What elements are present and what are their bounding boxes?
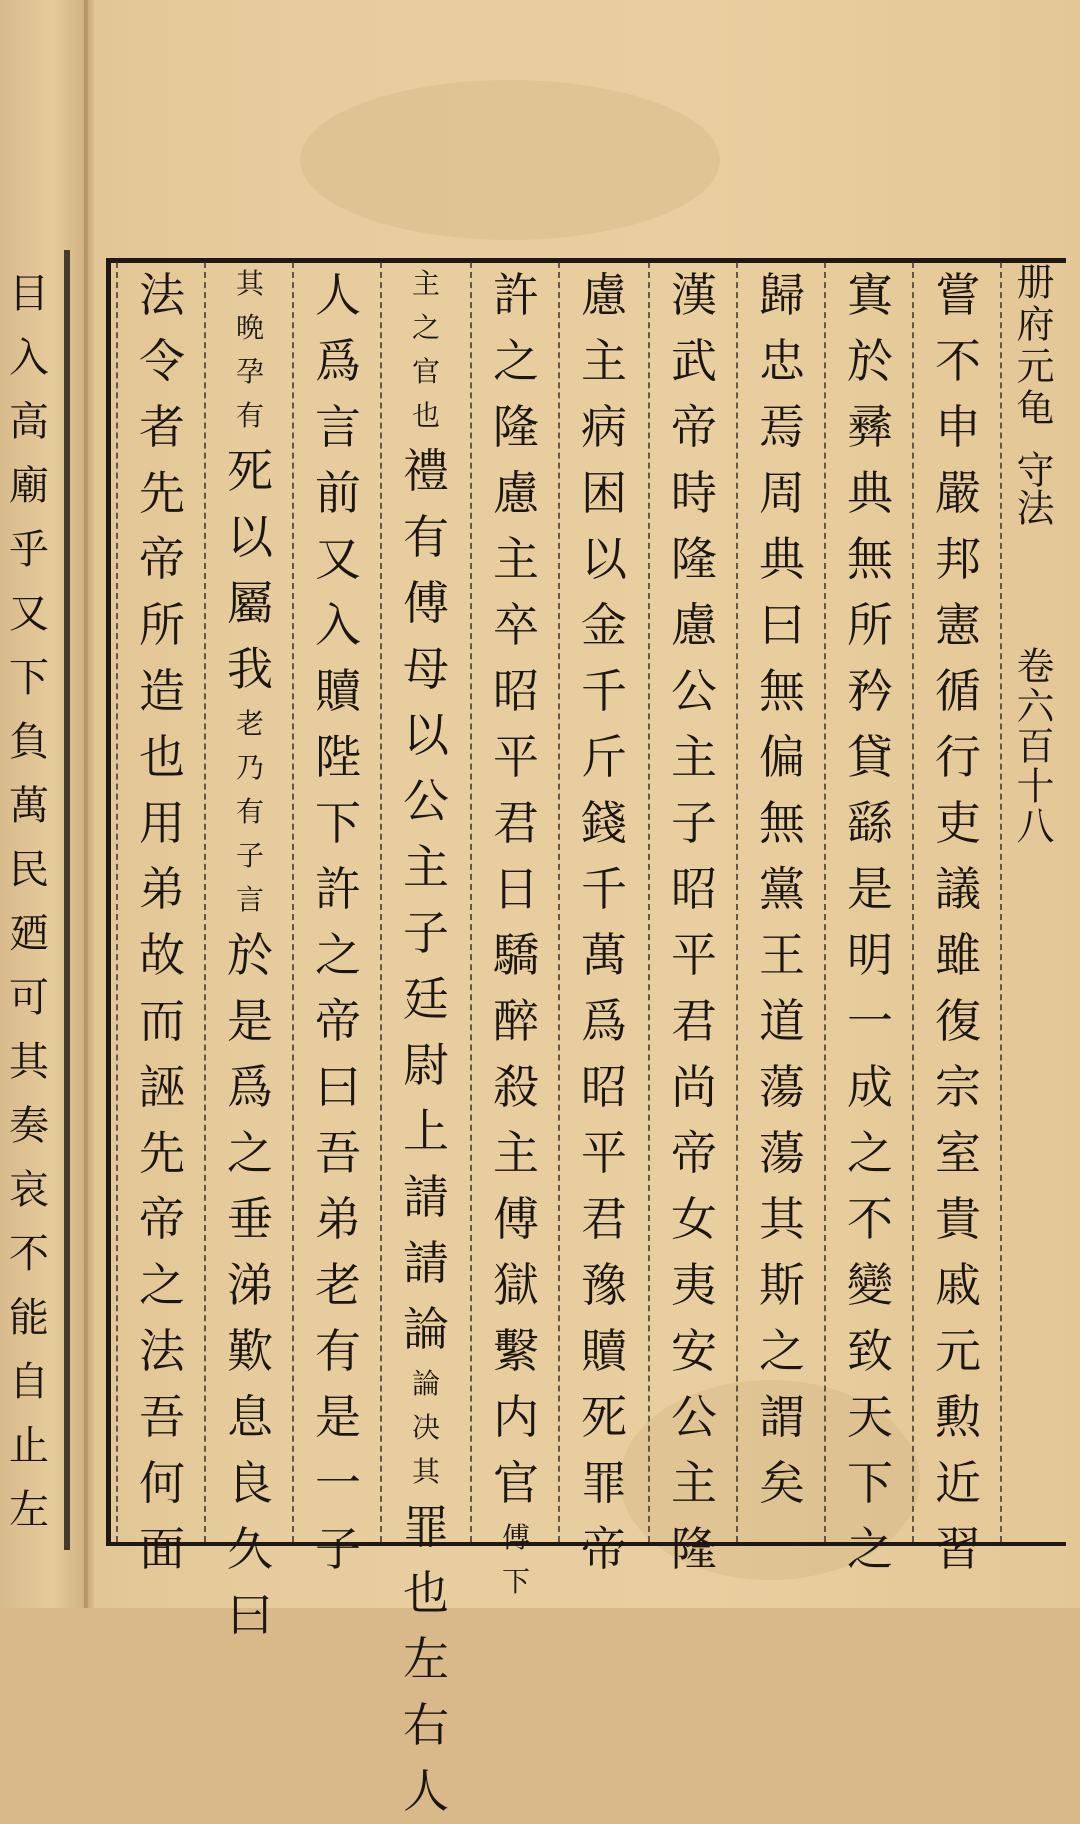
text-character: 獄 — [493, 1258, 539, 1312]
text-character: 官 — [493, 1456, 539, 1510]
text-character: 子 — [403, 906, 449, 960]
text-character: 之 — [847, 1522, 893, 1576]
text-character: 所 — [139, 598, 185, 652]
annotation-character: 也 — [411, 399, 440, 432]
text-character: 之 — [847, 1126, 893, 1180]
text-character: 典 — [847, 466, 893, 520]
text-character: 日 — [493, 862, 539, 916]
text-character: 豫 — [581, 1258, 627, 1312]
text-column-10 — [118, 262, 206, 1576]
text-character: 請 — [403, 1170, 449, 1224]
text-character: 無 — [847, 532, 893, 586]
text-character: 慮 — [671, 598, 717, 652]
text-character: 慮 — [581, 268, 627, 322]
text-character: 用 — [139, 796, 185, 850]
text-character: 不 — [847, 1192, 893, 1246]
annotation-character: 老 — [235, 707, 264, 740]
text-character: 之 — [139, 1258, 185, 1312]
text-character: 行 — [935, 730, 981, 784]
text-character: 法 — [139, 268, 185, 322]
text-character: 曰 — [227, 1588, 273, 1642]
text-character: 許 — [493, 268, 539, 322]
text-character: 是 — [227, 994, 273, 1048]
text-character: 彞 — [847, 400, 893, 454]
volume-number: 卷六百十八 — [1010, 646, 1054, 846]
text-character: 勲 — [935, 1390, 981, 1444]
text-character: 千 — [581, 862, 627, 916]
left-page-character: 奏 — [9, 1103, 49, 1149]
text-character: 罪 — [403, 1500, 449, 1554]
annotation-character: 其 — [235, 267, 264, 300]
text-character: 矜 — [847, 664, 893, 718]
annotation-character: 有 — [235, 399, 264, 432]
text-character: 斯 — [759, 1258, 805, 1312]
text-character: 帝 — [671, 400, 717, 454]
text-character: 王 — [759, 928, 805, 982]
text-character: 無 — [759, 796, 805, 850]
text-character: 君 — [671, 994, 717, 1048]
text-character: 令 — [139, 334, 185, 388]
text-character: 申 — [935, 400, 981, 454]
text-character: 帝 — [139, 532, 185, 586]
text-character: 復 — [935, 994, 981, 1048]
text-character: 繫 — [493, 1324, 539, 1378]
text-character: 傅 — [403, 576, 449, 630]
annotation-character: 傅 — [501, 1521, 530, 1554]
text-character: 屬 — [227, 576, 273, 630]
text-character: 也 — [139, 730, 185, 784]
text-character: 無 — [759, 664, 805, 718]
text-character: 嚴 — [935, 466, 981, 520]
text-character: 焉 — [759, 400, 805, 454]
text-character: 陛 — [315, 730, 361, 784]
column-divider — [648, 262, 650, 1542]
annotation-character: 其 — [411, 1455, 440, 1488]
text-character: 千 — [581, 664, 627, 718]
text-character: 論 — [403, 1302, 449, 1356]
text-character: 爲 — [227, 1060, 273, 1114]
left-page-character: 高 — [9, 399, 49, 445]
text-character: 之 — [315, 928, 361, 982]
text-character: 有 — [315, 1324, 361, 1378]
left-page-character: 能 — [9, 1295, 49, 1341]
text-character: 故 — [139, 928, 185, 982]
text-character: 也 — [403, 1566, 449, 1620]
annotation-character: 官 — [411, 355, 440, 388]
text-character: 者 — [139, 400, 185, 454]
text-character: 其 — [759, 1192, 805, 1246]
annotation-character: 下 — [501, 1565, 530, 1598]
annotation-character: 孕 — [235, 355, 264, 388]
text-character: 下 — [847, 1456, 893, 1510]
left-page-character: 左 — [9, 1487, 49, 1533]
left-page-character: 入 — [9, 335, 49, 381]
text-character: 萬 — [581, 928, 627, 982]
text-character: 罪 — [581, 1456, 627, 1510]
annotation-character: 有 — [235, 795, 264, 828]
text-character: 公 — [403, 774, 449, 828]
left-page-character: 可 — [9, 975, 49, 1021]
text-character: 老 — [315, 1258, 361, 1312]
text-character: 寘 — [847, 268, 893, 322]
text-character: 之 — [759, 1324, 805, 1378]
text-character: 一 — [847, 994, 893, 1048]
text-character: 左 — [403, 1632, 449, 1686]
text-character: 涕 — [227, 1258, 273, 1312]
text-character: 君 — [493, 796, 539, 850]
annotation-character: 言 — [235, 883, 264, 916]
text-character: 先 — [139, 1126, 185, 1180]
left-page-frame-line — [64, 250, 70, 1550]
text-character: 公 — [671, 664, 717, 718]
text-character: 人 — [315, 268, 361, 322]
left-page-character: 廟 — [9, 463, 49, 509]
text-character: 帝 — [315, 994, 361, 1048]
text-character: 下 — [315, 796, 361, 850]
text-character: 明 — [847, 928, 893, 982]
text-character: 道 — [759, 994, 805, 1048]
text-character: 漢 — [671, 268, 717, 322]
text-character: 死 — [227, 444, 273, 498]
text-character: 有 — [403, 510, 449, 564]
text-character: 上 — [403, 1104, 449, 1158]
paper-stain — [300, 80, 720, 240]
text-character: 習 — [935, 1522, 981, 1576]
left-page-character: 又 — [9, 591, 49, 637]
annotation-character: 之 — [411, 311, 440, 344]
text-character: 良 — [227, 1456, 273, 1510]
text-character: 嘗 — [935, 268, 981, 322]
text-character: 爲 — [581, 994, 627, 1048]
text-character: 謂 — [759, 1390, 805, 1444]
text-character: 廷 — [403, 972, 449, 1026]
text-character: 邦 — [935, 532, 981, 586]
text-character: 主 — [493, 532, 539, 586]
text-character: 貸 — [847, 730, 893, 784]
text-character: 偏 — [759, 730, 805, 784]
text-character: 戚 — [935, 1258, 981, 1312]
text-character: 歸 — [759, 268, 805, 322]
text-character: 吾 — [139, 1390, 185, 1444]
text-character: 以 — [403, 708, 449, 762]
text-character: 而 — [139, 994, 185, 1048]
text-character: 右 — [403, 1698, 449, 1752]
text-character: 黨 — [759, 862, 805, 916]
text-column-2 — [826, 262, 914, 1576]
text-character: 帝 — [581, 1522, 627, 1576]
text-character: 於 — [847, 334, 893, 388]
text-character: 之 — [493, 334, 539, 388]
text-character: 女 — [671, 1192, 717, 1246]
text-character: 許 — [315, 862, 361, 916]
text-column-1 — [914, 262, 1002, 1576]
book-title: 册府元龟 — [1010, 262, 1054, 430]
text-character: 帝 — [139, 1192, 185, 1246]
text-character: 隆 — [671, 1522, 717, 1576]
text-character: 昭 — [581, 1060, 627, 1114]
text-character: 曰 — [315, 1060, 361, 1114]
text-character: 斤 — [581, 730, 627, 784]
text-character: 主 — [493, 1126, 539, 1180]
text-character: 所 — [847, 598, 893, 652]
annotation-character: 晩 — [235, 311, 264, 344]
text-character: 曰 — [759, 598, 805, 652]
text-character: 室 — [935, 1126, 981, 1180]
column-divider — [1000, 262, 1002, 1542]
text-character: 贖 — [315, 664, 361, 718]
text-character: 公 — [671, 1390, 717, 1444]
text-character: 死 — [581, 1390, 627, 1444]
text-character: 一 — [315, 1456, 361, 1510]
text-column-5 — [560, 262, 648, 1576]
text-character: 近 — [935, 1456, 981, 1510]
left-page-character: 廼 — [9, 911, 49, 957]
text-character: 平 — [493, 730, 539, 784]
text-character: 前 — [315, 466, 361, 520]
text-character: 君 — [581, 1192, 627, 1246]
text-character: 法 — [139, 1324, 185, 1378]
left-page-character: 萬 — [9, 783, 49, 829]
text-character: 主 — [403, 840, 449, 894]
text-character: 蕩 — [759, 1060, 805, 1114]
text-character: 吾 — [315, 1126, 361, 1180]
text-character: 内 — [493, 1390, 539, 1444]
text-character: 面 — [139, 1522, 185, 1576]
text-character: 弟 — [315, 1192, 361, 1246]
text-character: 請 — [403, 1236, 449, 1290]
text-character: 困 — [581, 466, 627, 520]
text-character: 我 — [227, 642, 273, 696]
column-divider — [470, 262, 472, 1542]
text-character: 憲 — [935, 598, 981, 652]
text-character: 是 — [847, 862, 893, 916]
text-character: 天 — [847, 1390, 893, 1444]
text-character: 子 — [315, 1522, 361, 1576]
text-character: 議 — [935, 862, 981, 916]
text-character: 垂 — [227, 1192, 273, 1246]
text-character: 是 — [315, 1390, 361, 1444]
text-character: 循 — [935, 664, 981, 718]
text-character: 繇 — [847, 796, 893, 850]
text-character: 矣 — [759, 1456, 805, 1510]
annotation-character: 子 — [235, 839, 264, 872]
annotation-character: 主 — [411, 267, 440, 300]
left-page-character: 哀 — [9, 1167, 49, 1213]
text-character: 主 — [671, 1456, 717, 1510]
text-character: 尚 — [671, 1060, 717, 1114]
text-character: 金 — [581, 598, 627, 652]
text-character: 卒 — [493, 598, 539, 652]
text-character: 弟 — [139, 862, 185, 916]
text-character: 隆 — [493, 400, 539, 454]
annotation-character: 乃 — [235, 751, 264, 784]
text-character: 典 — [759, 532, 805, 586]
left-page-character: 乎 — [9, 527, 49, 573]
left-page-character: 負 — [9, 719, 49, 765]
text-character: 於 — [227, 928, 273, 982]
text-character: 忠 — [759, 334, 805, 388]
left-page-character: 其 — [9, 1039, 49, 1085]
text-character: 昭 — [671, 862, 717, 916]
left-page-character: 民 — [9, 847, 49, 893]
text-character: 造 — [139, 664, 185, 718]
text-character: 元 — [935, 1324, 981, 1378]
text-character: 周 — [759, 466, 805, 520]
left-page-character: 目 — [9, 271, 49, 317]
text-character: 驕 — [493, 928, 539, 982]
text-column-8 — [294, 262, 382, 1576]
text-character: 人 — [403, 1764, 449, 1818]
text-character: 平 — [581, 1126, 627, 1180]
book-gutter — [84, 0, 94, 1608]
text-character: 禮 — [403, 444, 449, 498]
text-character: 先 — [139, 466, 185, 520]
text-character: 殺 — [493, 1060, 539, 1114]
text-character: 吏 — [935, 796, 981, 850]
text-character: 主 — [671, 730, 717, 784]
column-divider — [116, 262, 118, 1542]
margin-heading — [1002, 262, 1062, 1542]
text-character: 病 — [581, 400, 627, 454]
text-column-6 — [472, 262, 560, 1598]
text-character: 入 — [315, 598, 361, 652]
text-character: 息 — [227, 1390, 273, 1444]
text-character: 又 — [315, 532, 361, 586]
text-character: 久 — [227, 1522, 273, 1576]
text-character: 時 — [671, 466, 717, 520]
annotation-character: 决 — [411, 1411, 440, 1444]
text-character: 以 — [227, 510, 273, 564]
text-character: 帝 — [671, 1126, 717, 1180]
text-character: 錢 — [581, 796, 627, 850]
annotation-character: 論 — [411, 1367, 440, 1400]
left-page-text-column — [4, 262, 54, 1562]
text-character: 夷 — [671, 1258, 717, 1312]
text-character: 雖 — [935, 928, 981, 982]
text-character: 致 — [847, 1324, 893, 1378]
text-character: 主 — [581, 334, 627, 388]
text-character: 昭 — [493, 664, 539, 718]
text-character: 傅 — [493, 1192, 539, 1246]
text-character: 誣 — [139, 1060, 185, 1114]
text-character: 宗 — [935, 1060, 981, 1114]
text-column-4 — [650, 262, 738, 1576]
text-character: 母 — [403, 642, 449, 696]
text-character: 何 — [139, 1456, 185, 1510]
text-character: 安 — [671, 1324, 717, 1378]
text-character: 蕩 — [759, 1126, 805, 1180]
text-character: 變 — [847, 1258, 893, 1312]
section-title: 守法 — [1010, 450, 1054, 526]
text-character: 以 — [581, 532, 627, 586]
left-page-character: 不 — [9, 1231, 49, 1277]
text-character: 子 — [671, 796, 717, 850]
text-character: 言 — [315, 400, 361, 454]
text-character: 爲 — [315, 334, 361, 388]
text-character: 貴 — [935, 1192, 981, 1246]
text-character: 慮 — [493, 466, 539, 520]
text-character: 贖 — [581, 1324, 627, 1378]
text-column-7 — [382, 262, 470, 1818]
text-character: 成 — [847, 1060, 893, 1114]
text-character: 歎 — [227, 1324, 273, 1378]
text-character: 平 — [671, 928, 717, 982]
text-column-3 — [738, 262, 826, 1542]
left-page-character: 自 — [9, 1359, 49, 1405]
text-column-9 — [206, 262, 294, 1642]
text-character: 武 — [671, 334, 717, 388]
text-character: 尉 — [403, 1038, 449, 1092]
text-character: 醉 — [493, 994, 539, 1048]
text-character: 之 — [227, 1126, 273, 1180]
left-page-character: 止 — [9, 1423, 49, 1469]
text-character: 隆 — [671, 532, 717, 586]
left-page-character: 下 — [9, 655, 49, 701]
text-character: 不 — [935, 334, 981, 388]
